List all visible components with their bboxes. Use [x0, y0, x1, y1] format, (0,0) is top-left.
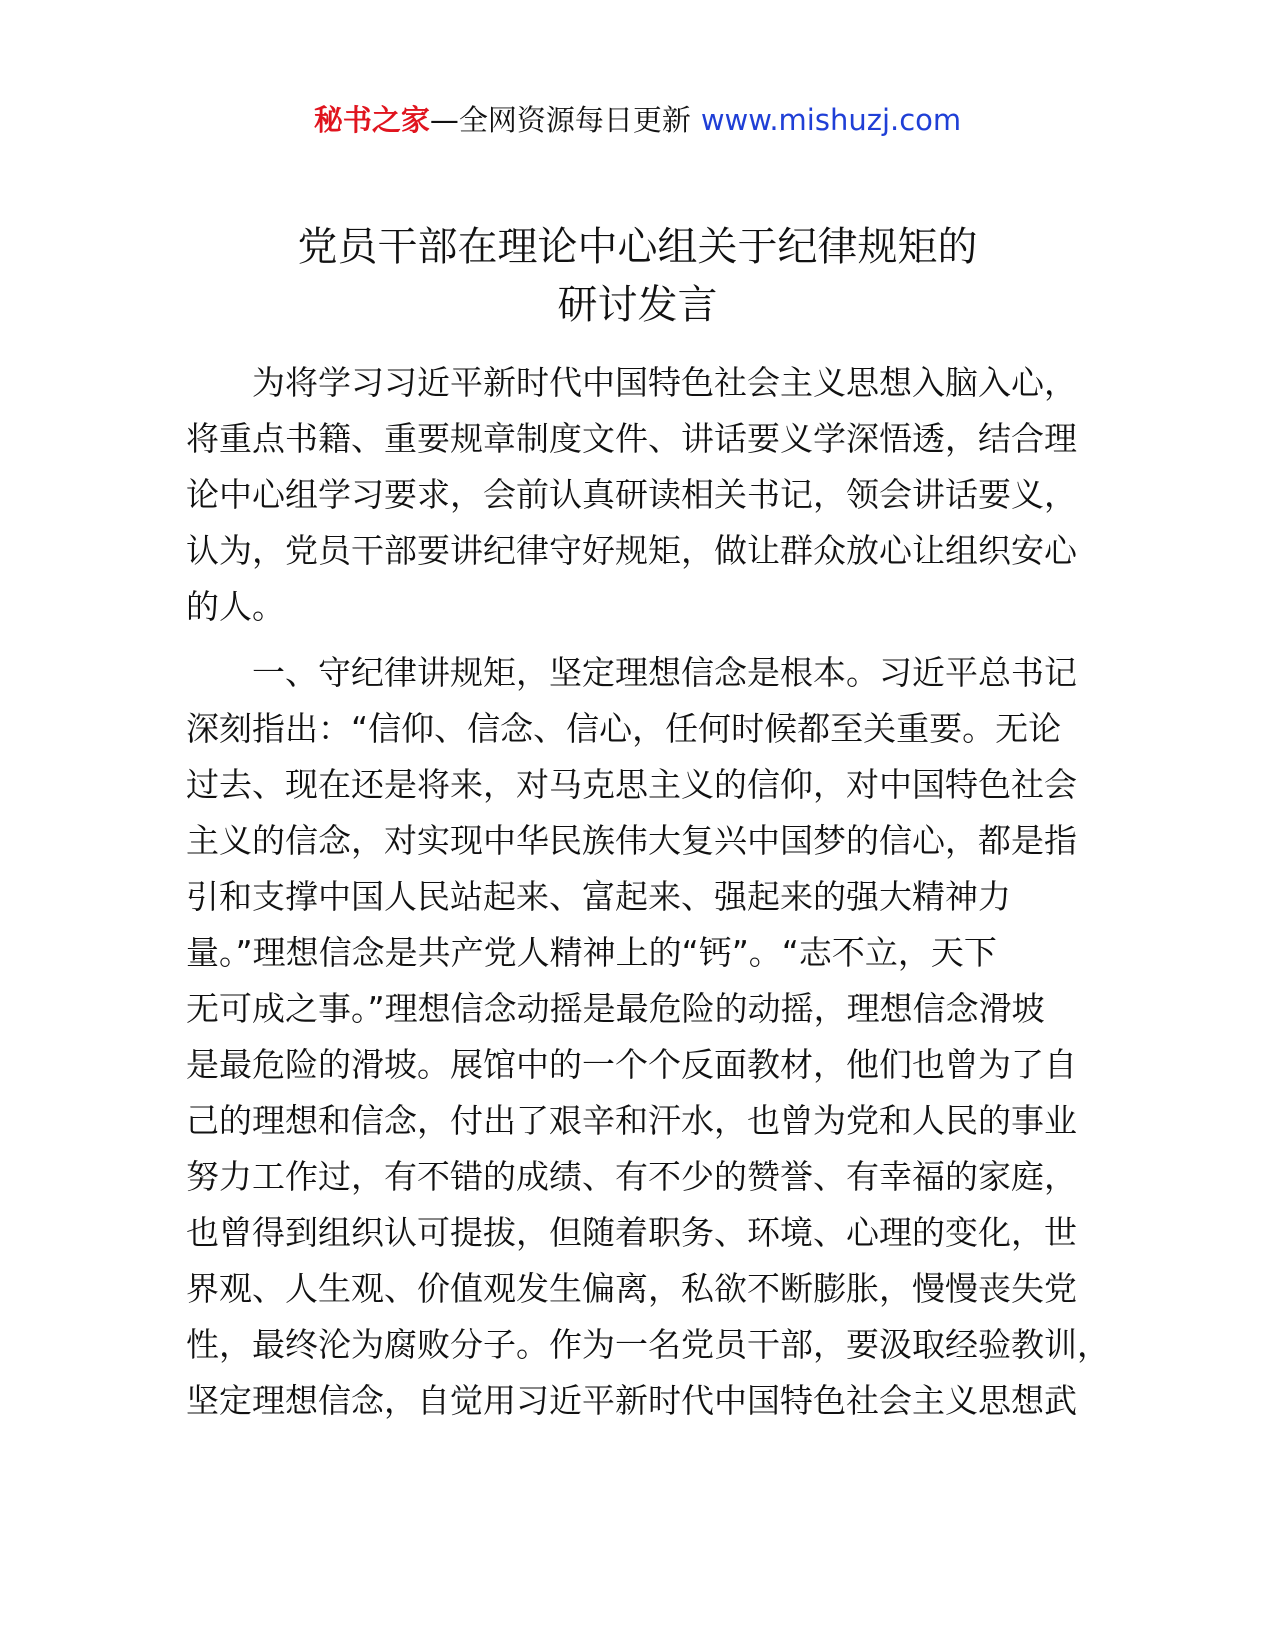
document-title — [180, 218, 1095, 334]
text-line: 无可成之事。”理想信念动摇是最危险的动摇，理想信念滑坡 — [186, 989, 1045, 1028]
text-line: 努力工作过，有不错的成绩、有不少的赞誉、有幸福的家庭， — [186, 1157, 1077, 1196]
text-line: 也曾得到组织认可提拔，但随着职务、环境、心理的变化，世 — [186, 1213, 1077, 1252]
text-line: 是最危险的滑坡。展馆中的一个个反面教材，他们也曾为了自 — [186, 1045, 1077, 1084]
header-tagline: —全网资源每日更新 — [429, 103, 691, 137]
text-line: 认为，党员干部要讲纪律守好规矩，做让群众放心让组织安心 — [186, 531, 1077, 570]
brand-name: 秘书之家 — [313, 103, 430, 137]
text-line: 将重点书籍、重要规章制度文件、讲话要义学深悟透，结合理 — [186, 419, 1077, 458]
text-line: 主义的信念，对实现中华民族伟大复兴中国梦的信心，都是指 — [186, 821, 1077, 860]
title-line-2: 研讨发言 — [557, 282, 718, 328]
text-line: 过去、现在还是将来，对马克思主义的信仰，对中国特色社会 — [186, 765, 1077, 804]
paragraph-gap — [186, 635, 1086, 645]
text-line: 的人。 — [186, 587, 285, 626]
site-url-link[interactable]: www.mishuzj.com — [700, 103, 962, 137]
site-header — [0, 100, 1275, 140]
text-line: 为将学习习近平新时代中国特色社会主义思想入脑入心， — [252, 363, 1077, 402]
text-line: 己的理想和信念，付出了艰辛和汗水，也曾为党和人民的事业 — [186, 1101, 1077, 1140]
text-line: 界观、人生观、价值观发生偏离，私欲不断膨胀，慢慢丧失党 — [186, 1269, 1077, 1308]
text-line: 深刻指出：“信仰、信念、信心，任何时候都至关重要。无论 — [186, 709, 1062, 748]
text-line: 论中心组学习要求，会前认真研读相关书记，领会讲话要义， — [186, 475, 1077, 514]
paragraph-1 — [186, 355, 1086, 635]
title-line-1: 党员干部在理论中心组关于纪律规矩的 — [297, 224, 978, 270]
paragraph-2 — [186, 645, 1110, 1429]
document-body — [186, 355, 1110, 1429]
text-line: 量。”理想信念是共产党人精神上的“钙”。“志不立，天下 — [186, 933, 997, 972]
text-line: 性，最终沦为腐败分子。作为一名党员干部，要汲取经验教训， — [186, 1325, 1110, 1364]
text-line: 引和支撑中国人民站起来、富起来、强起来的强大精神力 — [186, 877, 1011, 916]
text-line: 坚定理想信念，自觉用习近平新时代中国特色社会主义思想武 — [186, 1381, 1077, 1420]
text-line: 一、守纪律讲规矩，坚定理想信念是根本。习近平总书记 — [252, 653, 1077, 692]
